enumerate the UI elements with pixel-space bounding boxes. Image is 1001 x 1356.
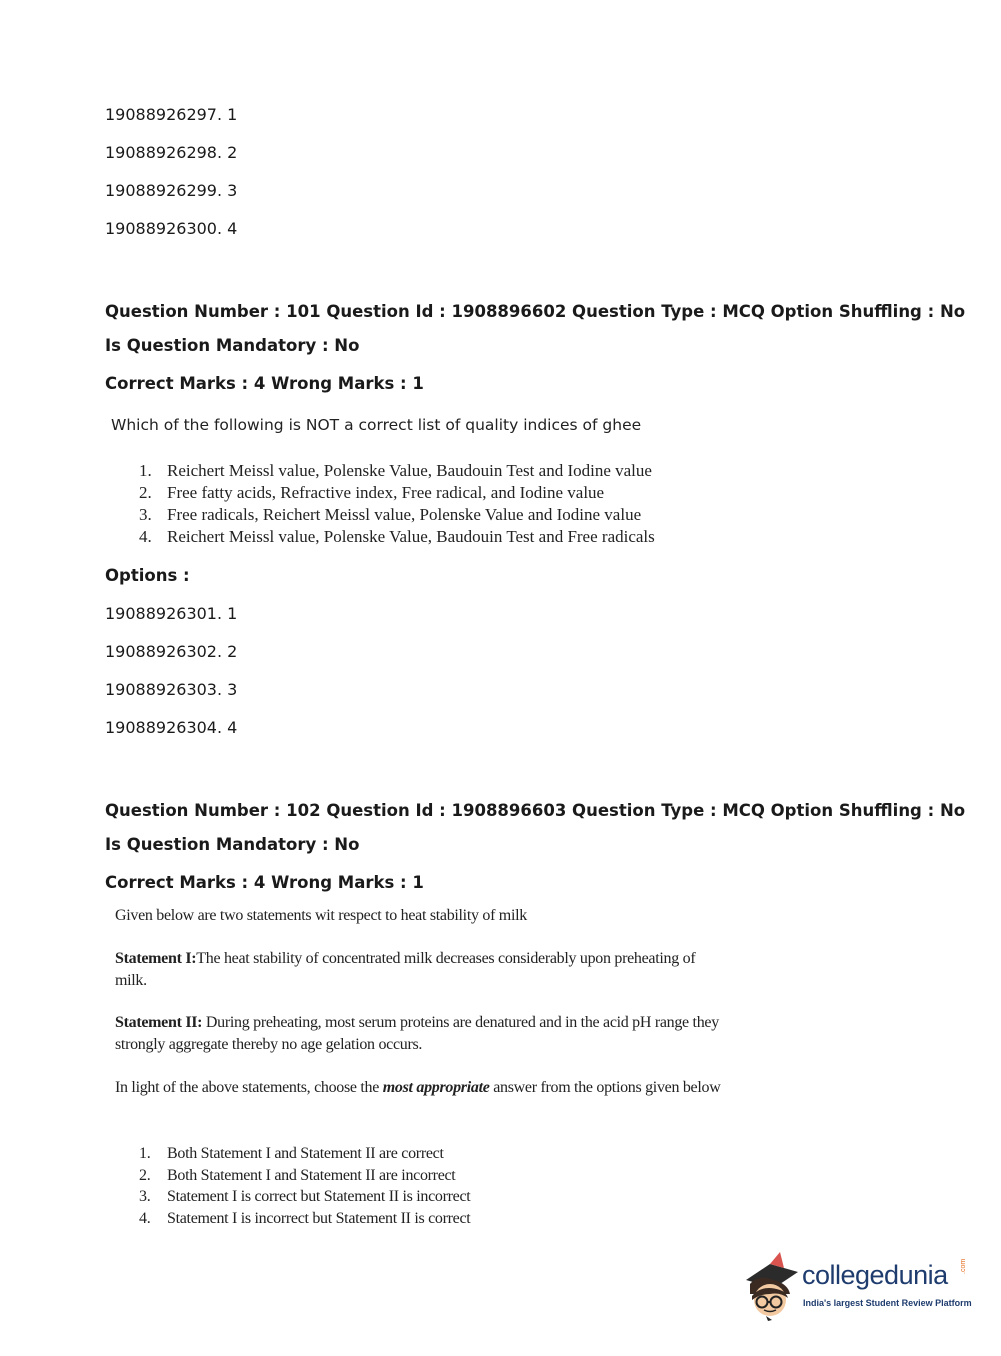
option-line: 19088926304. 4 [105,718,238,737]
option-line: 19088926301. 1 [105,604,238,623]
q102-instruction: In light of the above statements, choose the most appropriate answer from the options given below [115,1079,721,1096]
q101-choice: 1. Reichert Meissl value, Polenske Value, Baudouin Test and Iodine value [139,461,652,480]
q102-choice: 4. Statement I is incorrect but Statement II is correct [139,1209,471,1227]
q101-header: Question Number : 101 Question Id : 1908896602 Question Type : MCQ Option Shuffling : No [105,302,966,321]
option-line: 19088926299. 3 [105,181,238,200]
q102-choice: 3. Statement I is correct but Statement II is incorrect [139,1188,471,1205]
q101-choice: 4. Reichert Meissl value, Polenske Value, Baudouin Test and Free radicals [139,527,655,546]
q102-choice: 1. Both Statement I and Statement II are correct [139,1145,444,1162]
q101-marks: Correct Marks : 4 Wrong Marks : 1 [105,374,424,393]
q102-statement-1: Statement I:The heat stability of concentrated milk decreases considerably upon preheating of milk. [115,950,696,989]
student-mascot-icon [740,1250,800,1322]
q102-header: Question Number : 102 Question Id : 1908896603 Question Type : MCQ Option Shuffling : No [105,801,966,820]
q101-mandatory: Is Question Mandatory : No [105,336,360,355]
logo-wordmark: collegedunia [802,1260,948,1290]
q101-choices [139,460,655,548]
q102-choices [139,1143,470,1229]
q102-choice: 2. Both Statement I and Statement II are incorrect [139,1166,456,1184]
option-line: 19088926302. 2 [105,642,238,661]
q102-statement-2: Statement II: During preheating, most serum proteins are denatured and in the acid pH range they strongly aggregate thereby no age gelation occurs. [115,1014,719,1053]
logo-tagline: India's largest Student Review Platform [803,1298,972,1308]
q101-options-label: Options : [105,566,190,585]
option-line: 19088926300. 4 [105,219,238,238]
collegedunia-logo [740,1250,980,1322]
q101-choice: 2. Free fatty acids, Refractive index, Free radical, and Iodine value [139,483,605,502]
q101-stem: Which of the following is NOT a correct list of quality indices of ghee [111,416,642,434]
option-line: 19088926298. 2 [105,143,238,162]
logo-com: .com [960,1258,967,1274]
q102-mandatory: Is Question Mandatory : No [105,835,360,854]
option-line: 19088926297. 1 [105,105,238,124]
q102-marks: Correct Marks : 4 Wrong Marks : 1 [105,873,424,892]
option-line: 19088926303. 3 [105,680,238,699]
q102-intro: Given below are two statements wit respect to heat stability of milk [115,907,527,924]
q101-choice: 3. Free radicals, Reichert Meissl value, Polenske Value and Iodine value [139,505,642,524]
